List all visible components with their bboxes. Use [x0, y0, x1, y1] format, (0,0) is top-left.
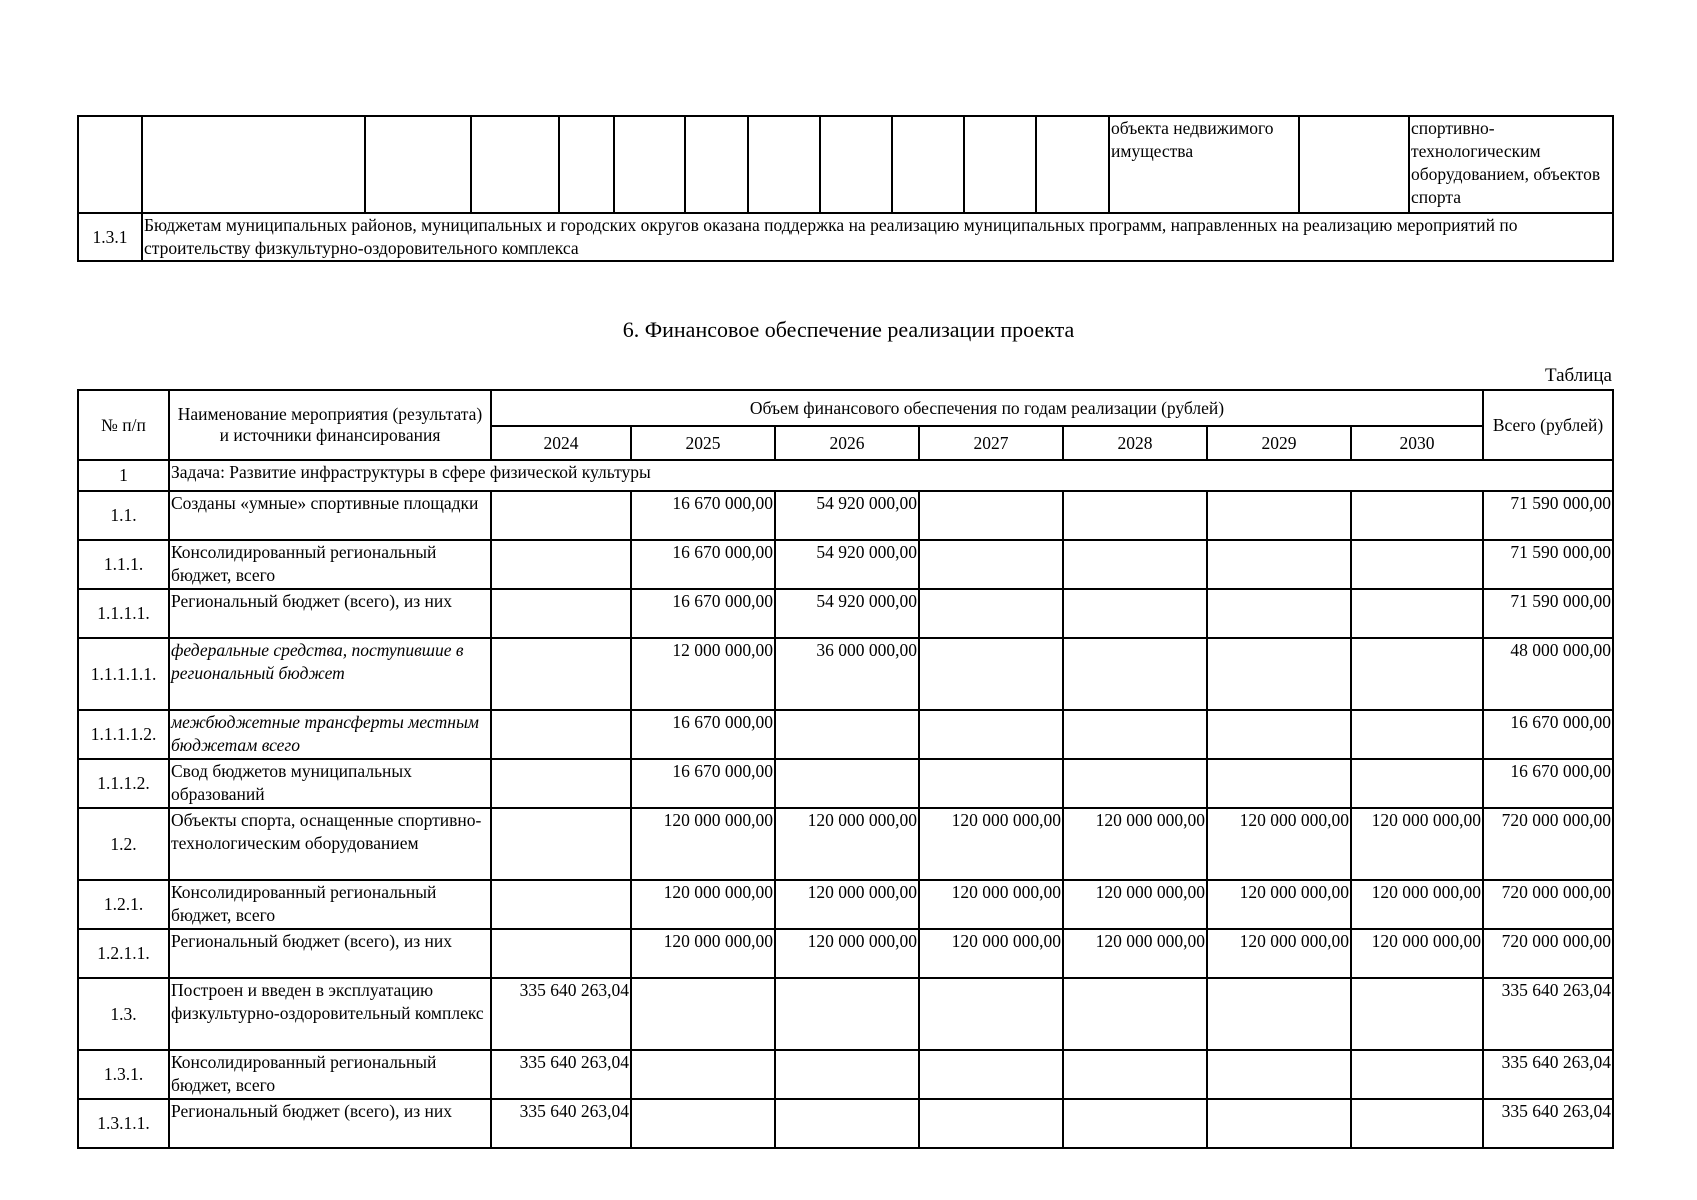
year-value-cell: 36 000 000,00: [775, 638, 919, 710]
year-value-cell: [631, 978, 775, 1050]
total-cell: 16 670 000,00: [1483, 759, 1613, 808]
year-value-cell: [1351, 759, 1483, 808]
year-value-cell: 120 000 000,00: [1063, 929, 1207, 978]
year-value-cell: [491, 491, 631, 540]
table-row: [78, 710, 1613, 759]
year-value-cell: 12 000 000,00: [631, 638, 775, 710]
row-number: 1.1.1.2.: [78, 759, 169, 808]
total-cell: 720 000 000,00: [1483, 808, 1613, 880]
header-year: 2029: [1207, 426, 1351, 460]
total-cell: 720 000 000,00: [1483, 929, 1613, 978]
cell-property-object: объекта недвижимого имущества: [1109, 116, 1299, 213]
year-value-cell: [1063, 491, 1207, 540]
row-number: 1.1.1.1.2.: [78, 710, 169, 759]
year-value-cell: [919, 759, 1063, 808]
year-value-cell: 120 000 000,00: [1351, 808, 1483, 880]
year-value-cell: [1351, 638, 1483, 710]
total-cell: 71 590 000,00: [1483, 589, 1613, 638]
cell-sport-equipment: спортивно-технологическим оборудованием, объектов спорта: [1409, 116, 1613, 213]
section-title: 6. Финансовое обеспечение реализации проекта: [622, 317, 1075, 342]
year-value-cell: [775, 1099, 919, 1148]
task-text: Задача: Развитие инфраструктуры в сфере физической культуры: [169, 460, 1613, 491]
year-value-cell: [1351, 978, 1483, 1050]
financing-table: [77, 389, 1614, 1149]
row-number: 1.3.: [78, 978, 169, 1050]
total-cell: 335 640 263,04: [1483, 1050, 1613, 1099]
year-value-cell: [1063, 710, 1207, 759]
table-row: [78, 759, 1613, 808]
total-cell: 48 000 000,00: [1483, 638, 1613, 710]
year-value-cell: [919, 491, 1063, 540]
year-value-cell: 120 000 000,00: [919, 880, 1063, 929]
header-year: 2027: [919, 426, 1063, 460]
year-value-cell: 16 670 000,00: [631, 759, 775, 808]
year-value-cell: 120 000 000,00: [1207, 808, 1351, 880]
year-value-cell: 335 640 263,04: [491, 1099, 631, 1148]
year-value-cell: [1351, 1050, 1483, 1099]
year-value-cell: [775, 978, 919, 1050]
year-value-cell: [1207, 1099, 1351, 1148]
year-value-cell: 16 670 000,00: [631, 589, 775, 638]
row-number: 1.1.1.1.1.: [78, 638, 169, 710]
year-value-cell: [775, 1050, 919, 1099]
total-cell: 335 640 263,04: [1483, 1099, 1613, 1148]
total-cell: 720 000 000,00: [1483, 880, 1613, 929]
year-value-cell: [1207, 638, 1351, 710]
year-value-cell: 54 920 000,00: [775, 491, 919, 540]
year-value-cell: 120 000 000,00: [775, 808, 919, 880]
row-number: 1.1.1.1.: [78, 589, 169, 638]
year-value-cell: [491, 929, 631, 978]
header-year: 2024: [491, 426, 631, 460]
year-value-cell: [1207, 1050, 1351, 1099]
year-value-cell: [1207, 978, 1351, 1050]
year-value-cell: [491, 880, 631, 929]
year-value-cell: 335 640 263,04: [491, 978, 631, 1050]
year-value-cell: [919, 710, 1063, 759]
row-name: Свод бюджетов муниципальных образований: [169, 759, 491, 808]
table-row: [78, 978, 1613, 1050]
year-value-cell: 120 000 000,00: [1207, 880, 1351, 929]
row-number: 1.2.: [78, 808, 169, 880]
row-name: Региональный бюджет (всего), из них: [169, 589, 491, 638]
table-row: [78, 808, 1613, 880]
year-value-cell: 120 000 000,00: [1207, 929, 1351, 978]
row-number: 1.2.1.: [78, 880, 169, 929]
year-value-cell: [1063, 589, 1207, 638]
task-row: [78, 460, 1613, 491]
year-value-cell: 16 670 000,00: [631, 491, 775, 540]
task-number: 1: [78, 460, 169, 491]
year-value-cell: [1351, 491, 1483, 540]
header-year: 2025: [631, 426, 775, 460]
year-value-cell: 120 000 000,00: [1351, 929, 1483, 978]
year-value-cell: [1207, 589, 1351, 638]
table-row: [78, 540, 1613, 589]
row-number: 1.3.1.1.: [78, 1099, 169, 1148]
year-value-cell: [1207, 759, 1351, 808]
year-value-cell: [491, 710, 631, 759]
year-value-cell: [631, 1099, 775, 1148]
year-value-cell: 54 920 000,00: [775, 589, 919, 638]
row-name: Созданы «умные» спортивные площадки: [169, 491, 491, 540]
year-value-cell: [1063, 978, 1207, 1050]
total-cell: 71 590 000,00: [1483, 540, 1613, 589]
year-value-cell: [1351, 540, 1483, 589]
row-name: Объекты спорта, оснащенные спортивно-технологическим оборудованием: [169, 808, 491, 880]
year-value-cell: 120 000 000,00: [631, 880, 775, 929]
year-value-cell: [1351, 589, 1483, 638]
year-value-cell: [919, 1099, 1063, 1148]
year-value-cell: [491, 589, 631, 638]
year-value-cell: [1063, 1099, 1207, 1148]
header-year: 2030: [1351, 426, 1483, 460]
header-number: № п/п: [78, 390, 169, 460]
total-cell: 71 590 000,00: [1483, 491, 1613, 540]
year-value-cell: 120 000 000,00: [775, 880, 919, 929]
year-value-cell: 120 000 000,00: [919, 808, 1063, 880]
total-cell: 16 670 000,00: [1483, 710, 1613, 759]
row-name: Региональный бюджет (всего), из них: [169, 929, 491, 978]
table-row: [78, 880, 1613, 929]
year-value-cell: [491, 759, 631, 808]
year-value-cell: 335 640 263,04: [491, 1050, 631, 1099]
header-name: Наименование мероприятия (результата) и источники финансирования: [169, 390, 491, 460]
row-name: федеральные средства, поступившие в региональный бюджет: [169, 638, 491, 710]
table-row: [78, 116, 1613, 213]
row-name: Консолидированный региональный бюджет, всего: [169, 880, 491, 929]
year-value-cell: [1063, 1050, 1207, 1099]
year-value-cell: [919, 978, 1063, 1050]
year-value-cell: [631, 1050, 775, 1099]
item-number: 1.3.1: [78, 213, 142, 261]
year-value-cell: [1351, 710, 1483, 759]
year-value-cell: 120 000 000,00: [775, 929, 919, 978]
results-table-continuation: [77, 115, 1614, 262]
table-row: [78, 491, 1613, 540]
total-cell: 335 640 263,04: [1483, 978, 1613, 1050]
year-value-cell: [491, 808, 631, 880]
year-value-cell: [1207, 491, 1351, 540]
row-name: Консолидированный региональный бюджет, всего: [169, 540, 491, 589]
row-name: Региональный бюджет (всего), из них: [169, 1099, 491, 1148]
row-number: 1.1.: [78, 491, 169, 540]
year-value-cell: [919, 638, 1063, 710]
year-value-cell: 120 000 000,00: [1351, 880, 1483, 929]
table-row: [78, 1050, 1613, 1099]
header-year: 2026: [775, 426, 919, 460]
row-number: 1.3.1.: [78, 1050, 169, 1099]
row-number: 1.2.1.1.: [78, 929, 169, 978]
year-value-cell: 120 000 000,00: [1063, 880, 1207, 929]
year-value-cell: [1063, 540, 1207, 589]
item-text: Бюджетам муниципальных районов, муниципальных и городских округов оказана поддержка на реализацию муниципальных программ, направленных на реализацию мероприятий по строительству физкультурно-оздоровительного комплекса: [142, 213, 1613, 261]
year-value-cell: 120 000 000,00: [631, 929, 775, 978]
header-year: 2028: [1063, 426, 1207, 460]
year-value-cell: [919, 589, 1063, 638]
row-name: Построен и введен в эксплуатацию физкультурно-оздоровительный комплекс: [169, 978, 491, 1050]
table-row: [78, 589, 1613, 638]
year-value-cell: [775, 710, 919, 759]
year-value-cell: [919, 540, 1063, 589]
table-caption: Таблица: [1544, 365, 1612, 386]
year-value-cell: [775, 759, 919, 808]
table-row: [78, 638, 1613, 710]
year-value-cell: [919, 1050, 1063, 1099]
year-value-cell: 120 000 000,00: [1063, 808, 1207, 880]
header-volume: Объем финансового обеспечения по годам реализации (рублей): [491, 390, 1483, 426]
year-value-cell: 120 000 000,00: [919, 929, 1063, 978]
year-value-cell: [1351, 1099, 1483, 1148]
year-value-cell: [491, 638, 631, 710]
table-row: [78, 1099, 1613, 1148]
year-value-cell: [491, 540, 631, 589]
year-value-cell: 54 920 000,00: [775, 540, 919, 589]
year-value-cell: [1063, 759, 1207, 808]
table-row: [78, 929, 1613, 978]
row-number: 1.1.1.: [78, 540, 169, 589]
table-row: [78, 213, 1613, 261]
year-value-cell: [1207, 540, 1351, 589]
year-value-cell: 16 670 000,00: [631, 710, 775, 759]
row-name: межбюджетные трансферты местным бюджетам всего: [169, 710, 491, 759]
header-total: Всего (рублей): [1483, 390, 1613, 460]
year-value-cell: [1063, 638, 1207, 710]
year-value-cell: [1207, 710, 1351, 759]
year-value-cell: 120 000 000,00: [631, 808, 775, 880]
year-value-cell: 16 670 000,00: [631, 540, 775, 589]
row-name: Консолидированный региональный бюджет, всего: [169, 1050, 491, 1099]
